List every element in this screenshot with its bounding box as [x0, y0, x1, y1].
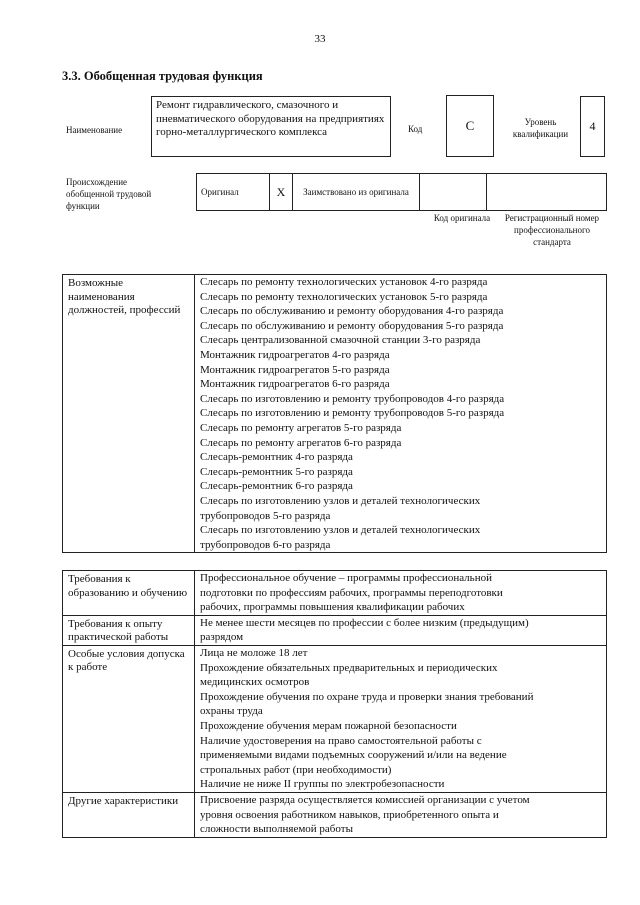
- position-item: Слесарь по ремонту технологических установок 4-го разряда: [200, 276, 488, 288]
- reg-number-caption: Регистрационный номер профессионального стандарта: [504, 213, 600, 247]
- requirement-line: охраны труда: [200, 705, 263, 718]
- original-label: Оригинал: [201, 187, 239, 197]
- section-title: 3.3. Обобщенная трудовая функция: [62, 69, 263, 83]
- name-label: Наименование: [66, 125, 123, 135]
- requirement-label: Требования к образованию и обучению: [63, 571, 195, 616]
- code-label: Код: [408, 124, 423, 134]
- requirement-label: Другие характеристики: [63, 792, 195, 837]
- origin-label: Происхождение обобщенной трудовой функции: [66, 177, 152, 211]
- position-item: Слесарь по ремонту агрегатов 5-го разряда: [200, 421, 402, 434]
- position-item: Монтажник гидроагрегатов 6-го разряда: [200, 378, 390, 391]
- requirement-line: Наличие не ниже II группы по электробезопасности: [200, 778, 445, 791]
- code-original-caption: Код оригинала: [433, 213, 491, 223]
- original-cell: [197, 174, 270, 211]
- position-item: Слесарь по обслуживанию и ремонту оборудования 5-го разряда: [200, 319, 504, 332]
- code-value: С: [446, 95, 494, 157]
- requirement-row: [63, 571, 607, 616]
- requirement-line: Профессиональное обучение – программы профессиональной: [200, 572, 492, 584]
- page-number: 33: [314, 33, 326, 45]
- position-item: Слесарь-ремонтник 5-го разряда: [200, 465, 353, 478]
- position-item: Слесарь по ремонту агрегатов 6-го разряда: [200, 436, 402, 449]
- position-item: Слесарь по изготовлению и ремонту трубопроводов 5-го разряда: [200, 407, 505, 420]
- requirement-label: Особые условия допуска к работе: [63, 645, 195, 792]
- positions-label: Возможные наименования должностей, профессий: [63, 275, 195, 553]
- requirement-line: разрядом: [200, 631, 244, 644]
- position-item: Слесарь-ремонтник 4-го разряда: [200, 451, 353, 464]
- requirement-line: Присвоение разряда осуществляется комиссией организации с учетом: [200, 793, 530, 806]
- qualification-level-value: 4: [580, 96, 605, 157]
- requirement-label: Требования к опыту практической работы: [63, 615, 195, 645]
- position-item: Слесарь централизованной смазочной станции 3-го разряда: [200, 334, 481, 347]
- requirement-line: рабочих, программы повышения квалификации рабочих: [200, 601, 465, 614]
- original-mark-cell: [270, 174, 293, 211]
- positions-table: [62, 274, 607, 553]
- position-item: Слесарь по обслуживанию и ремонту оборудования 4-го разряда: [200, 305, 504, 318]
- origin-table: [196, 173, 607, 211]
- qualification-level-label: Уровень квалификации: [512, 117, 569, 139]
- requirement-row: [63, 615, 607, 645]
- requirement-line: Прохождение обязательных предварительных и периодических: [200, 661, 498, 674]
- borrowed-label: Заимствовано из оригинала: [303, 186, 409, 197]
- position-item: Слесарь по ремонту технологических установок 5-го разряда: [200, 290, 488, 303]
- requirement-line: стропальных работ (при необходимости): [200, 763, 392, 776]
- function-name-value: Ремонт гидравлического, смазочного и пневматического оборудования на предприятиях горно-металлургического комплекса: [151, 96, 391, 157]
- requirement-line: Прохождение обучения мерам пожарной безопасности: [200, 719, 457, 732]
- requirement-line: подготовки по профессиям рабочих, программы переподготовки: [200, 586, 503, 599]
- requirement-line: Не менее шести месяцев по профессии с более низким (предыдущим): [200, 616, 529, 629]
- position-item: трубопроводов 6-го разряда: [200, 538, 331, 551]
- requirement-row: [63, 792, 607, 837]
- requirement-line: Наличие удостоверения на право самостоятельной работы с: [200, 734, 482, 747]
- position-item: Слесарь по изготовлению узлов и деталей технологических: [200, 494, 481, 507]
- position-item: Слесарь по изготовлению узлов и деталей технологических: [200, 524, 481, 537]
- position-item: трубопроводов 5-го разряда: [200, 509, 331, 522]
- requirement-line: применяемыми видами подъемных сооружений и/или на ведение: [200, 749, 507, 762]
- requirements-table: [62, 570, 607, 838]
- positions-list: [195, 275, 607, 553]
- original-mark: X: [276, 184, 286, 199]
- requirement-value: [195, 571, 607, 616]
- requirement-line: Прохождение обучения по охране труда и проверки знания требований: [200, 690, 534, 703]
- requirement-line: сложности выполняемой работы: [200, 823, 353, 836]
- position-item: Слесарь-ремонтник 6-го разряда: [200, 480, 353, 493]
- position-item: Слесарь по изготовлению и ремонту трубопроводов 4-го разряда: [200, 392, 505, 405]
- reg-number-cell: [487, 174, 607, 211]
- position-item: Монтажник гидроагрегатов 5-го разряда: [200, 363, 390, 376]
- requirement-value: [195, 792, 607, 837]
- requirement-row: [63, 645, 607, 792]
- code-original-cell: [420, 174, 487, 211]
- borrowed-cell: [293, 174, 420, 211]
- requirement-line: уровня освоения работником навыков, приобретенного опыта и: [200, 808, 499, 821]
- requirement-value: [195, 645, 607, 792]
- requirement-value: [195, 615, 607, 645]
- position-item: Монтажник гидроагрегатов 4-го разряда: [200, 348, 390, 361]
- requirement-line: Лица не моложе 18 лет: [200, 646, 308, 659]
- requirement-line: медицинских осмотров: [200, 676, 310, 689]
